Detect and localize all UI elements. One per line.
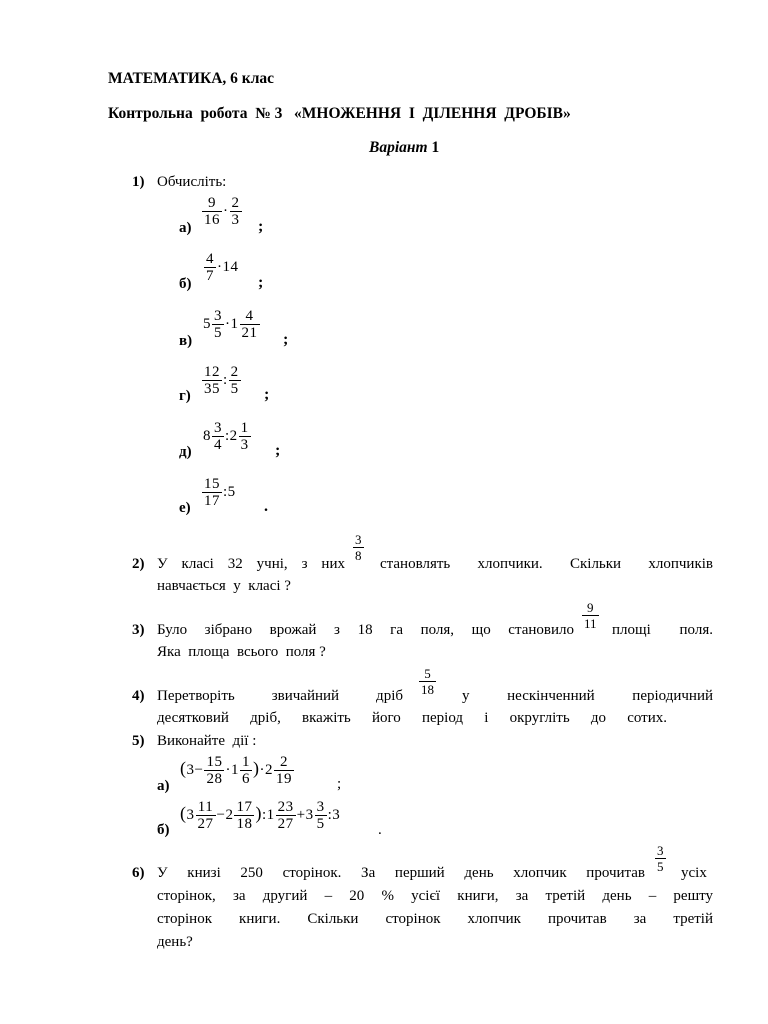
- q5a-expression: (3− $\frac{15}{28}$ ·1 $\frac{1}{6}$ )·2 $\frac{2}{19}$: [180, 754, 292, 787]
- q1d-label: г): [179, 388, 191, 404]
- q1a-label: а): [179, 220, 192, 236]
- q6-text-line2: сторінок, за другий – 20 % усієї книги, за третій день – решту: [157, 888, 713, 904]
- variant-heading: Варіант 1: [369, 139, 440, 156]
- q2-text-line2: навчається у класі ?: [157, 578, 291, 594]
- page-title: МАТЕМАТИКА, 6 клас: [108, 70, 275, 87]
- q1b-label: б): [179, 276, 192, 292]
- q6-text-line4: день?: [157, 934, 193, 950]
- q3-text-line1b: площі поля.: [612, 622, 713, 638]
- q1c-expression: 5 $\frac{3}{5}$ ·1 $\frac{4}{21}$: [203, 308, 258, 341]
- q2-fraction: 3 8: [355, 532, 362, 563]
- q1f-label: е): [179, 500, 191, 516]
- q1-number: 1): [132, 174, 145, 190]
- q3-text-line1a: Було зібрано врожай з 18 га поля, що становило: [157, 622, 574, 638]
- q1e-end: ;: [275, 442, 281, 459]
- q5b-expression: (3 $\frac{11}{27}$ −2 $\frac{17}{18}$ ):1 $\frac{23}{27}$ +3 $\frac{3}{5}$ :3: [180, 799, 341, 832]
- q2-text-line1b: становлять хлопчики. Скільки хлопчиків: [380, 556, 713, 572]
- q1e-label: д): [179, 444, 192, 460]
- q1b-end: ;: [258, 274, 264, 291]
- q4-text-line1a: Перетворіть звичайний дріб: [157, 688, 403, 704]
- q1e-expression: 8 $\frac{3}{4}$ :2 $\frac{1}{3}$: [203, 420, 249, 453]
- q1f-end: .: [264, 498, 268, 515]
- q2-number: 2): [132, 556, 145, 572]
- q3-fraction: 9 11: [584, 600, 597, 631]
- q2-text-line1a: У класі 32 учні, з них: [157, 556, 345, 572]
- q1c-label: в): [179, 333, 193, 349]
- q6-text-line3: сторінок книги. Скільки сторінок хлопчик прочитав за третій: [157, 911, 713, 927]
- q6-text-line1b: усіх: [681, 865, 707, 881]
- q5a-end: ;: [337, 776, 342, 792]
- q1a-end: ;: [258, 218, 264, 235]
- q6-fraction: 3 5: [657, 843, 664, 874]
- q1b-expression: $\frac{4}{7}$ ·14: [206, 251, 239, 284]
- q1a-expression: $\frac{9}{16}$ · $\frac{2}{3}$: [204, 195, 240, 228]
- q1d-end: ;: [264, 386, 270, 403]
- q1f-expression: $\frac{15}{17}$ :5: [204, 476, 236, 509]
- q4-number: 4): [132, 688, 145, 704]
- q4-text-line2: десятковий дріб, вкажіть його період і округліть до сотих.: [157, 710, 667, 726]
- q5a-label: а): [157, 778, 170, 794]
- q4-fraction: 5 18: [421, 666, 434, 697]
- q1c-end: ;: [283, 331, 289, 348]
- q5b-label: б): [157, 822, 170, 838]
- q3-number: 3): [132, 622, 145, 638]
- q5b-end: .: [378, 822, 382, 838]
- q6-text-line1a: У книзі 250 сторінок. За перший день хлопчик прочитав: [157, 865, 645, 881]
- test-subtitle: Контрольна робота № 3 «МНОЖЕННЯ І ДІЛЕННЯ ДРОБІВ»: [108, 105, 571, 122]
- q3-text-line2: Яка площа всього поля ?: [157, 644, 326, 660]
- q1-text: Обчисліть:: [157, 174, 227, 190]
- q6-number: 6): [132, 865, 145, 881]
- q1d-expression: $\frac{12}{35}$ : $\frac{2}{5}$: [204, 364, 239, 397]
- q5-number: 5): [132, 733, 145, 749]
- q5-text: Виконайте дії :: [157, 733, 257, 749]
- q4-text-line1b: у нескінченний періодичний: [462, 688, 713, 704]
